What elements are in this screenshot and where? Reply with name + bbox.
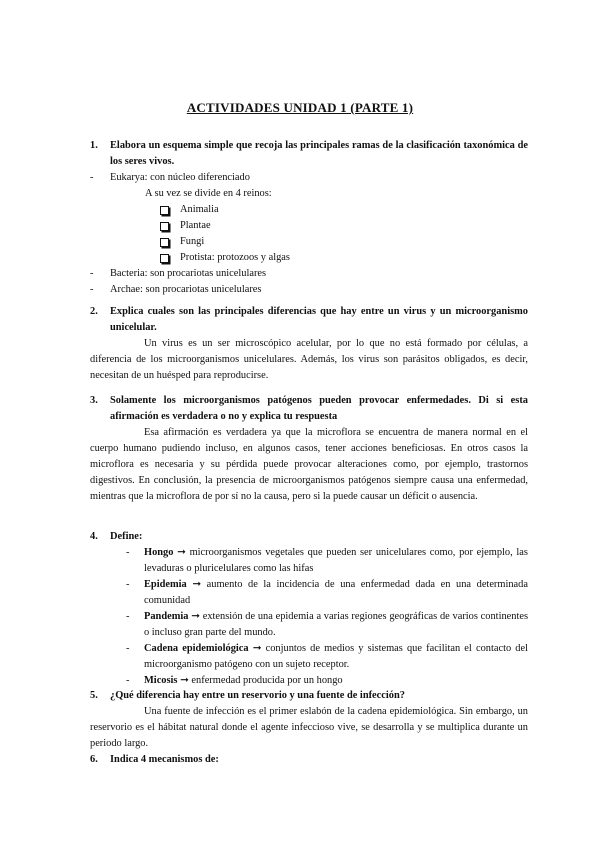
question-2-heading: 2. Explica cuales son las principales diferencias que hay entre un virus y un microorganismo unicelular.: [90, 306, 528, 333]
list-item-archae: - Archae: son procariotas unicelulares: [90, 284, 262, 295]
arrow-icon: ➞: [252, 643, 262, 654]
list-item-reino: Protista: protozoos y algas: [90, 250, 528, 266]
definition-term: Cadena epidemiológica: [144, 643, 249, 654]
checkbox-bullet-icon: [160, 222, 169, 231]
list-item-eukarya: - Eukarya: con núcleo diferenciado: [90, 172, 250, 183]
question-1-text: Elabora un esquema simple que recoja las principales ramas de la clasificación taxonómica de los seres vivos.: [110, 140, 528, 167]
definition-item: - Pandemia ➞ extensión de una epidemia a varias regiones geográficas de varios continentes o incluso gran parte del mundo.: [126, 611, 528, 638]
definition-term: Hongo: [144, 547, 174, 558]
question-2: [90, 304, 528, 384]
definition-term: Micosis: [144, 675, 178, 686]
definition-term: Pandemia: [144, 611, 189, 622]
definition-text: extensión de una epidemia a varias regiones geográficas de varios continentes o incluso gran parte del mundo.: [144, 611, 528, 638]
arrow-icon: ➞: [177, 547, 186, 558]
checkbox-bullet-icon: [160, 254, 169, 263]
question-2-text: Explica cuales son las principales diferencias que hay entre un virus y un microorganismo unicelular.: [110, 306, 528, 333]
question-1-heading: 1. Elabora un esquema simple que recoja las principales ramas de la clasificación taxonómica de los seres vivos.: [90, 140, 528, 167]
question-4-heading: 4. Define:: [90, 531, 143, 542]
arrow-icon: ➞: [191, 611, 200, 622]
checkbox-bullet-icon: [160, 238, 169, 247]
definition-item: - Micosis ➞ enfermedad producida por un hongo: [126, 675, 343, 686]
question-6: [90, 752, 528, 768]
question-4-text: Define:: [110, 531, 143, 542]
question-4: [90, 529, 528, 689]
document-title: ACTIVIDADES UNIDAD 1 (PARTE 1): [186, 100, 414, 115]
definition-item: - Cadena epidemiológica ➞ conjuntos de medios y sistemas que facilitan el contacto del microorganismo patógeno con un sujeto receptor.: [126, 643, 528, 670]
question-5: [90, 688, 528, 752]
question-5-text: ¿Qué diferencia hay entre un reservorio y una fuente de infección?: [110, 690, 405, 701]
answer-2: Un virus es un ser microscópico acelular, por lo que no está formado por células, a diferencia de los microorganismos unicelulares. Además, los virus son parásitos obligados, es decir, necesitan de un huésped para reproducirse.: [90, 338, 528, 381]
list-item-bacteria: - Bacteria: son procariotas unicelulares: [90, 268, 267, 279]
arrow-icon: ➞: [180, 675, 189, 686]
definition-item: - Hongo ➞ microorganismos vegetales que pueden ser unicelulares como, por ejemplo, las levaduras o pluricelulares como las hifas: [126, 547, 528, 574]
question-6-text: Indica 4 mecanismos de:: [110, 754, 219, 765]
definition-item: - Epidemia ➞ aumento de la incidencia de una enfermedad dada en una determinada comunidad: [126, 579, 528, 606]
eukarya-subdivision: A su vez se divide en 4 reinos:: [145, 188, 272, 199]
arrow-icon: ➞: [192, 579, 202, 590]
question-3: [90, 393, 528, 505]
list-item-reino: Plantae: [90, 218, 528, 234]
definition-text: microorganismos vegetales que pueden ser unicelulares como, por ejemplo, las levaduras o pluricelulares como las hifas: [144, 547, 528, 574]
definition-term: Epidemia: [144, 579, 187, 590]
definition-text: conjuntos de medios y sistemas que facilitan el contacto del microorganismo patógeno con un sujeto receptor.: [144, 643, 528, 670]
answer-3: Esa afirmación es verdadera ya que la microflora se encuentra de manera normal en el cuerpo humano pudiendo incluso, en algunos casos, tener acciones beneficiosas. En otros casos la microflora es necesaria y su pérdida puede provocar alteraciones como, por ejemplo, trastornos digestivos. En conclusión, la presencia de microorganismos patógenos siempre causa una enfermedad, mientras que la microflora de por sí no la causa, pero si la puede causar un déficit o ausencia.: [90, 427, 528, 502]
question-6-heading: 6. Indica 4 mecanismos de:: [90, 754, 219, 765]
question-1: [90, 138, 528, 298]
list-item-reino: Animalia: [90, 202, 528, 218]
question-3-heading: 3. Solamente los microorganismos patógenos pueden provocar enfermedades. Di si esta afirmación es verdadera o no y explica tu respuesta: [90, 395, 528, 422]
question-3-text: Solamente los microorganismos patógenos pueden provocar enfermedades. Di si esta afirmación es verdadera o no y explica tu respuesta: [110, 395, 528, 422]
checkbox-bullet-icon: [160, 206, 169, 215]
definition-text: enfermedad producida por un hongo: [191, 675, 343, 686]
question-5-heading: 5. ¿Qué diferencia hay entre un reservorio y una fuente de infección?: [90, 690, 405, 701]
answer-5: Una fuente de infección es el primer eslabón de la cadena epidemiológica. Sin embargo, un reservorio es el hábitat natural donde el agente infeccioso vive, se desarrolla y se multiplica durante un periodo largo.: [90, 706, 528, 749]
list-item-reino: Fungi: [90, 234, 528, 250]
definition-text: aumento de la incidencia de una enfermedad dada en una determinada comunidad: [144, 579, 528, 606]
